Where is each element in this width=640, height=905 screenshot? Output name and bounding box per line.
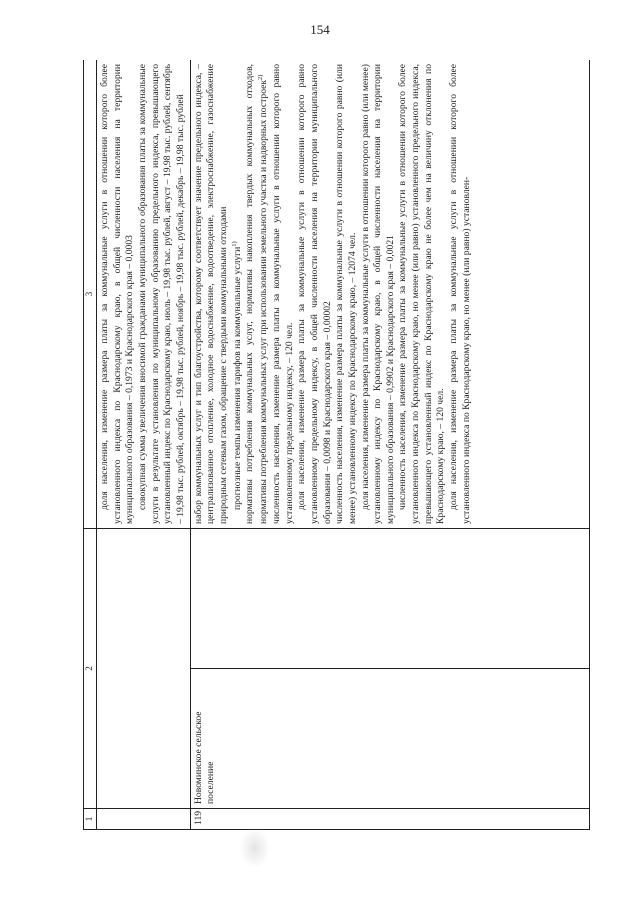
cont-paragraph: совокупная сумма увеличения вносимой гражданами муниципального образования платы за коммунальные услуги в результате установления по муниципальному образованию предельного индекса, превышающего установленный индекс по Краснодарскому краю, июль – 19,98 тыс. рублей, август – 19,98 тыс. рублей, сентябрь – 19,98 тыс. рублей, октябрь – 19,98 тыс. рублей, ноябрь – 19,98 тыс. рублей, декабрь – 19,98 тыс. рублей (136, 64, 186, 524)
header-row (84, 60, 97, 830)
header-col-1: 1 (84, 809, 97, 830)
continuation-row (97, 60, 191, 830)
table-region (83, 60, 590, 830)
detail-paragraph: нормативы потребления коммунальных услуг, нормативы накопления твердых коммунальных отходов, нормативы потребления коммунальных услуг при использовании земельного участка и надворных построек$^{2)}$ (244, 64, 270, 524)
detail-paragraph: численность населения, изменение размера платы за коммунальные услуги в отношении которого равно установленному предельному индексу, – 120 чел. (270, 64, 295, 524)
detail-paragraph: доля населения, изменение размера платы за коммунальные услуги в отношении которого равно (или менее) установленному индексу по Краснодарскому краю, в общей численности населения на территории муниципального образования – 0,9902 и Краснодарского края – 0,0021 (359, 64, 396, 524)
detail-paragraph: прогнозные темпы изменения тарифов на коммунальные услуги$^{1)}$ (230, 241, 243, 510)
detail-paragraph: доля населения, изменение размера платы за коммунальные услуги в отношении которого более установленного индекса по Краснодарскому краю, но менее (или равно) установлен- (448, 64, 472, 524)
header-col-3: 3 (84, 60, 97, 529)
header-col-2: 2 (84, 529, 97, 809)
detail-paragraph: доля населения, изменение размера платы за коммунальные услуги в отношении которого равно установленному предельному индексу, в общей численности населения на территории муниципального образования – 0,0098 и Краснодарского края – 0,00002 (296, 64, 333, 524)
detail-paragraph: численность населения, изменение размера платы за коммунальные услуги в отношении которого более установленного индекса по Краснодарскому краю, но менее (или равно) установленного предельного индекса, превышающего установленный индекс по Краснодарскому краю не более чем на величину отклонения по Краснодарскому краю, – 120 чел. (397, 64, 447, 524)
row-number: 119 (190, 809, 589, 830)
detail-paragraph: набор коммунальных услуг и тип благоустройства, которому соответствует значение предельного индекса, – централизованное отопление, холодное водоснабжение, водоотведение, электроснабжение, газоснабжение природным сетевым газом, обращение с твердыми коммунальными отходами (192, 64, 229, 524)
rotated-table-container (83, 60, 590, 830)
row-empty-cell (190, 529, 589, 669)
table-row (190, 60, 589, 830)
cont-cell-1 (97, 809, 191, 830)
cont-paragraph: доля населения, изменение размера платы за коммунальные услуги в отношении которого более установленного индекса по Краснодарскому краю, в общей численности населения на территории муниципального образования – 0,1973 и Краснодарского края – 0,0003 (99, 64, 136, 524)
settlement-name-text: Новоминское сельское поселение (192, 711, 217, 804)
cont-cell-2 (97, 529, 191, 809)
row-details (190, 60, 589, 529)
cont-cell-3 (97, 60, 191, 529)
scan-smudge (240, 828, 270, 868)
tariff-table (83, 60, 590, 830)
page-number: 154 (310, 22, 330, 37)
row-settlement-name (190, 669, 589, 809)
detail-paragraph: численность населения, изменение размера платы за коммунальные услуги в отношении которого равно (или менее) установленному индексу по Краснодарскому краю, – 12074 чел. (334, 64, 358, 524)
